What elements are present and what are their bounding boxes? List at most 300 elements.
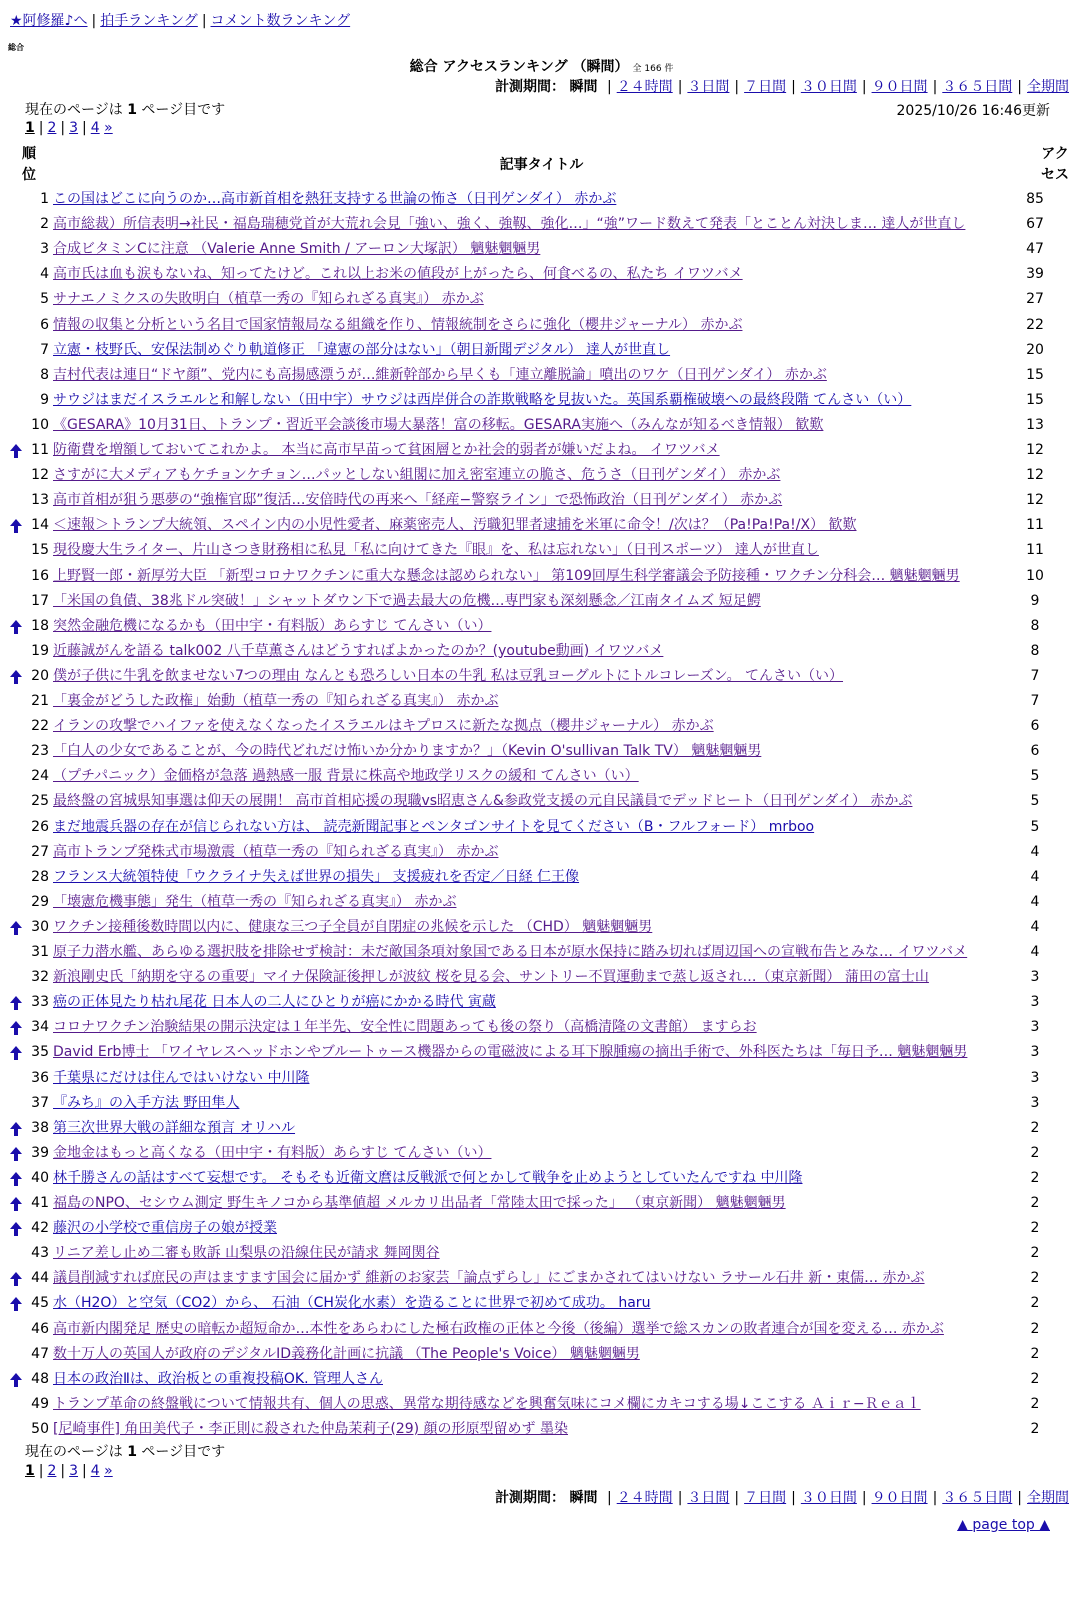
table-row <box>0 1091 1083 1116</box>
access-count: 2 <box>1030 1395 1040 1412</box>
article-title-cell <box>53 488 1018 513</box>
period-label: 計測期間： <box>495 79 566 95</box>
pager-separator: | <box>60 120 66 136</box>
article-link[interactable]: 高市新内閣発足 歴史の暗転か超短命か…本性をあらわにした極右政権の正体と今後（後編）選挙で総スカンの敗者連合が国を変える… 赤かぶ <box>53 1320 944 1337</box>
table-row <box>0 664 1083 689</box>
article-title-cell <box>53 1166 1018 1191</box>
article-title-cell <box>53 1216 1018 1241</box>
period-selector-top <box>495 76 1069 96</box>
article-title-cell <box>53 1291 1018 1316</box>
article-title-cell <box>53 589 1018 614</box>
access-count: 4 <box>1030 893 1040 910</box>
access-count: 2 <box>1030 1320 1040 1337</box>
article-link[interactable]: 高市首相が狙う悪夢の“強権官邸”復活…安倍時代の再来へ「経産−警察ライン」で恐怖政治（日刊ゲンダイ） 赤かぶ <box>53 492 783 509</box>
article-title-cell <box>53 1417 1018 1442</box>
rank-number: 11 <box>31 442 49 458</box>
table-row <box>0 463 1083 488</box>
article-link[interactable]: 福島のNPO、セシウム測定 野生キノコから基準値超 メルカリ出品者「常陸太田で採った」 （東京新聞） 魑魅魍魎男 <box>53 1195 786 1211</box>
article-title-cell <box>53 915 1018 940</box>
access-count: 15 <box>1026 366 1044 383</box>
page-info-number: 1 <box>127 102 137 118</box>
pager-top <box>25 120 113 136</box>
rank-number: 39 <box>31 1144 49 1161</box>
period-current: 瞬間 <box>569 1490 598 1506</box>
rank-number: 35 <box>31 1044 49 1061</box>
table-row <box>0 413 1083 438</box>
article-link[interactable]: 近藤誠がんを語る talk002 八千草薫さんはどうすればよかったのか？(youtube動画) イワツバメ <box>53 642 664 659</box>
article-link[interactable]: 突然金融危機になるかも（田中宇・有料版）あらすじ てんさい（い） <box>53 617 492 634</box>
article-link[interactable]: 合成ビタミンCに注意 （Valerie Anne Smith / アーロン大塚訳） 魑魅魍魎男 <box>53 241 541 258</box>
pager-link[interactable]: 2 <box>47 1463 57 1479</box>
article-title-cell <box>53 262 1018 287</box>
article-title-cell <box>53 363 1018 388</box>
access-count: 2 <box>1030 1169 1040 1186</box>
period-link[interactable]: ３日間 <box>687 1490 730 1506</box>
article-link[interactable]: 僕が子供に牛乳を飲ませない7つの理由 なんとも恐ろしい日本の牛乳 私は豆乳ヨーグルトにトルコレーズン。 てんさい（い） <box>53 667 844 684</box>
rank-up-icon <box>9 1296 23 1312</box>
article-link[interactable]: 高市トランプ発株式市場激震（植草一秀の『知られざる真実』） 赤かぶ <box>53 843 499 860</box>
access-count: 9 <box>1030 592 1040 609</box>
table-row <box>0 564 1083 589</box>
article-title-cell <box>53 764 1018 789</box>
access-count: 11 <box>1026 542 1044 559</box>
access-count: 11 <box>1026 517 1044 534</box>
pager-separator: | <box>82 120 87 136</box>
table-row <box>0 689 1083 714</box>
access-count: 3 <box>1030 1069 1040 1086</box>
article-title-cell <box>53 287 1018 312</box>
access-count: 15 <box>1026 391 1044 408</box>
article-title-cell <box>53 538 1018 563</box>
period-separator: | <box>1017 1490 1022 1506</box>
article-link[interactable]: 癌の正体見たり枯れ尾花 日本人の二人にひとりが癌にかかる時代 寅蔵 <box>53 994 496 1011</box>
period-link[interactable]: ９０日間 <box>871 79 928 95</box>
table-row <box>0 1392 1083 1417</box>
article-link[interactable]: フランス大統領特使「ウクライナ失えば世界の損失」 支援疲れを否定／日経 仁王像 <box>53 868 580 885</box>
article-link[interactable]: 数十万人の英国人が政府のデジタルID義務化計画に抗議 （The People's Voice） 魑魅魍魎男 <box>53 1345 640 1362</box>
access-count: 8 <box>1030 642 1040 659</box>
rank-number: 44 <box>31 1270 49 1287</box>
pager-separator: | <box>60 1463 66 1479</box>
table-row <box>0 1015 1083 1040</box>
article-link[interactable]: 議員削減すれば庶民の声はますます国会に届かず 維新のお家芸「論点ずらし」にごまかされてはいけない ラサール石井 新・東儒… 赤かぶ <box>53 1270 925 1287</box>
article-link[interactable]: サナエノミクスの失敗明白（植草一秀の『知られざる真実』） 赤かぶ <box>53 291 484 308</box>
table-row <box>0 338 1083 363</box>
period-separator: | <box>932 79 938 95</box>
access-count: 13 <box>1026 416 1044 433</box>
article-title-cell <box>53 1040 1018 1065</box>
rank-number: 36 <box>31 1069 49 1086</box>
pager-link[interactable]: 4 <box>90 1463 100 1479</box>
article-title-cell <box>53 1116 1018 1141</box>
table-row <box>0 714 1083 739</box>
access-count: 12 <box>1026 467 1044 484</box>
article-title-cell <box>53 438 1018 463</box>
page-title <box>0 56 1083 76</box>
rank-number: 27 <box>31 843 49 860</box>
table-row <box>0 237 1083 262</box>
article-link[interactable]: 情報の収集と分析という名目で国家情報局なる組織を作り、情報統制をさらに強化（櫻井ジャーナル） 赤かぶ <box>53 316 743 333</box>
access-count: 4 <box>1030 918 1040 935</box>
table-row <box>0 1417 1083 1442</box>
period-separator: | <box>791 1490 796 1506</box>
table-row <box>0 589 1083 614</box>
article-title-cell <box>53 664 1018 689</box>
article-link[interactable]: （プチパニック）金価格が急落 過熱感一服 背景に株高や地政学リスクの緩和 てんさい（い） <box>53 768 639 785</box>
access-count: 5 <box>1030 768 1040 785</box>
article-link[interactable]: 「裏金がどうした政権」始動（植草一秀の『知られざる真実』） 赤かぶ <box>53 693 499 709</box>
article-link[interactable]: 現役慶大生ライター、片山さつき財務相に私見「私に向けてきた『眼』を、私は忘れない」（日刊スポーツ） 達人が世直し <box>53 542 819 559</box>
article-title-cell <box>53 789 1018 814</box>
rank-up-icon <box>9 1372 23 1388</box>
comment-ranking-link[interactable]: コメント数ランキング <box>210 13 351 29</box>
table-row <box>0 764 1083 789</box>
article-link[interactable]: 吉村代表は連日“ドヤ顔”、党内にも高揚感漂うが…維新幹部から早くも「連立離脱論」噴出のワケ（日刊ゲンダイ） 赤かぶ <box>53 366 827 383</box>
table-row <box>0 915 1083 940</box>
access-count: 2 <box>1030 1195 1040 1211</box>
article-link[interactable]: 立憲・枝野氏、安保法制めぐり軌道修正 「違憲の部分はない」（朝日新聞デジタル） 達人が世直し <box>53 341 671 358</box>
access-count: 6 <box>1030 743 1040 760</box>
period-current: 瞬間 <box>569 79 598 95</box>
table-row <box>0 1317 1083 1342</box>
pager-next[interactable]: » <box>104 1463 113 1479</box>
table-row <box>0 438 1083 463</box>
article-link[interactable]: コロナワクチン治験結果の開示決定は１年半先、安全性に問題あっても後の祭り（高橋清隆の文書館） ますらお <box>53 1019 757 1036</box>
rank-number: 25 <box>31 793 49 810</box>
period-link[interactable]: ７日間 <box>744 1490 787 1506</box>
period-separator: | <box>932 1490 938 1506</box>
page-info-prefix: 現在のページは <box>25 102 123 118</box>
pager-separator: | <box>38 120 44 136</box>
rank-number: 34 <box>31 1019 49 1036</box>
table-row <box>0 313 1083 338</box>
access-count: 4 <box>1030 868 1040 885</box>
article-link[interactable]: 水（H2O）と空気（CO2）から、 石油（CH炭化水素）を造ることに世界で初めて成功。 haru <box>53 1295 651 1312</box>
period-link[interactable]: 全期間 <box>1027 1490 1069 1506</box>
article-title-cell <box>53 1392 1018 1417</box>
rank-number: 43 <box>31 1245 49 1262</box>
rank-number: 5 <box>40 291 49 308</box>
article-title-cell <box>53 865 1018 890</box>
rank-number: 1 <box>40 191 49 207</box>
period-separator: | <box>677 79 683 95</box>
header-access: アクセス <box>1041 146 1069 183</box>
header-rank: 順位 <box>22 146 36 183</box>
rank-up-icon <box>9 995 23 1011</box>
article-link[interactable]: リニア差し止め二審も敗訴 山梨県の沿線住民が請求 舞岡関谷 <box>53 1245 440 1262</box>
period-separator: | <box>606 1490 612 1506</box>
rank-number: 6 <box>40 316 49 333</box>
table-row <box>0 1266 1083 1291</box>
period-link[interactable]: ３６５日間 <box>942 79 1013 95</box>
article-link[interactable]: 『みち』の入手方法 野田隼人 <box>53 1094 240 1111</box>
article-link[interactable]: 《GESARA》10月31日、トランプ・習近平会談後市場大暴落！富の移転。GESARA実施へ（みんなが知るべき情報） 歓歎 <box>53 416 824 433</box>
period-link[interactable]: ３０日間 <box>800 79 857 95</box>
page-title-text: 総合 アクセスランキング （瞬間） <box>409 59 629 75</box>
article-title-cell <box>53 1317 1018 1342</box>
article-link[interactable]: 上野賢一郎・新厚労大臣 「新型コロナワクチンに重大な懸念は認められない」 第109回厚生科学審議会予防接種・ワクチン分科会… 魑魅魍魎男 <box>53 567 960 584</box>
table-row <box>0 488 1083 513</box>
article-title-cell <box>53 614 1018 639</box>
rank-up-icon <box>9 1121 23 1137</box>
access-count: 27 <box>1026 291 1044 308</box>
table-row <box>0 388 1083 413</box>
rank-up-icon <box>9 1271 23 1287</box>
access-count: 67 <box>1026 216 1044 233</box>
table-row <box>0 1066 1083 1091</box>
access-count: 3 <box>1030 1044 1040 1061</box>
article-link[interactable]: 防衛費を増額しておいてこれかよ。 本当に高市早苗って貧困層とか社会的弱者が嫌いだよね。 イワツバメ <box>53 442 720 458</box>
pager-current: 1 <box>25 1463 35 1479</box>
table-row <box>0 363 1083 388</box>
category-label: 総合 <box>8 43 24 52</box>
page-info-number: 1 <box>127 1444 137 1460</box>
article-link[interactable]: 日本の政治Ⅱは、政治板との重複投稿OK. 管理人さん <box>53 1370 383 1387</box>
access-count: 10 <box>1026 567 1044 584</box>
table-row <box>0 262 1083 287</box>
rank-up-icon <box>9 1171 23 1187</box>
rank-number: 49 <box>31 1395 49 1412</box>
pager-link[interactable]: 3 <box>69 120 79 136</box>
rank-number: 30 <box>31 918 49 935</box>
rank-up-icon <box>9 443 23 459</box>
access-count: 8 <box>1030 617 1040 634</box>
article-link[interactable]: この国はどこに向うのか…高市新首相を熱狂支持する世論の怖さ（日刊ゲンダイ） 赤かぶ <box>53 191 617 207</box>
total-count: 全 166 件 <box>632 64 674 74</box>
nav-separator: | <box>201 13 207 29</box>
access-count: 2 <box>1030 1144 1040 1161</box>
pager-separator: | <box>38 1463 44 1479</box>
access-count: 22 <box>1026 316 1044 333</box>
rank-number: 28 <box>31 868 49 885</box>
page-info-bottom <box>25 1441 225 1461</box>
article-title-cell <box>53 513 1018 538</box>
article-title-cell <box>53 890 1018 915</box>
article-link[interactable]: 金地金はもっと高くなる（田中宇・有料版）あらすじ てんさい（い） <box>53 1144 492 1161</box>
article-title-cell <box>53 212 1018 237</box>
pager-next[interactable]: » <box>104 120 113 136</box>
article-link[interactable]: 高市総裁）所信表明→社民・福島瑞穂党首が大荒れ会見「強い、強く、強靱、強化…」“強”ワード数えて発表「とことん対決しま… 達人が世直し <box>53 216 966 233</box>
article-title-cell <box>53 739 1018 764</box>
header-title: 記事タイトル <box>499 157 584 173</box>
access-count: 5 <box>1030 818 1040 835</box>
rank-number: 20 <box>31 667 49 684</box>
rank-number: 18 <box>31 617 49 634</box>
article-link[interactable]: [尼崎事件] 角田美代子・李正則に殺された仲島茉莉子(29) 顔の形原型留めず 墨染 <box>53 1420 569 1437</box>
page-top-link-wrap <box>957 1517 1050 1533</box>
period-link[interactable]: ２４時間 <box>616 1490 673 1506</box>
access-count: 2 <box>1030 1345 1040 1362</box>
article-title-cell <box>53 965 1018 990</box>
article-link[interactable]: David Erb博士 「ワイヤレスヘッドホンやブルートゥース機器からの電磁波による耳下腺腫瘍の摘出手術で、外科医たちは「毎日予… 魑魅魍魎男 <box>53 1044 968 1061</box>
period-link[interactable]: ２４時間 <box>616 79 673 95</box>
pager-separator: | <box>82 1463 87 1479</box>
rank-up-icon <box>9 1221 23 1237</box>
article-link[interactable]: 「米国の負債、38兆ドル突破！」シャットダウン下で過去最大の危機…専門家も深刻懸念／江南タイムズ 短足鰐 <box>53 592 761 609</box>
rank-up-icon <box>9 1146 23 1162</box>
article-link[interactable]: 「白人の少女であることが、今の時代どれだけ怖いか分かりますか？」（Kevin O'sullivan Talk TV） 魑魅魍魎男 <box>53 743 762 760</box>
rank-number: 14 <box>31 517 49 534</box>
article-title-cell <box>53 564 1018 589</box>
rank-number: 4 <box>40 266 49 283</box>
article-link[interactable]: まだ地震兵器の存在が信じられない方は、 読売新聞記事とペンタゴンサイトを見てください（B・フルフォード） mrboo <box>53 818 815 835</box>
rank-number: 16 <box>31 567 49 584</box>
page-info-prefix: 現在のページは <box>25 1444 123 1460</box>
article-title-cell <box>53 413 1018 438</box>
home-link[interactable]: ★阿修羅♪へ <box>10 13 88 29</box>
article-title-cell <box>53 1066 1018 1091</box>
rank-up-icon <box>9 1196 23 1212</box>
table-row <box>0 513 1083 538</box>
article-link[interactable]: 「壊憲危機事態」発生（植草一秀の『知られざる真実』） 赤かぶ <box>53 893 457 910</box>
rank-number: 24 <box>31 768 49 785</box>
clap-ranking-link[interactable]: 拍手ランキング <box>100 13 198 29</box>
article-title-cell <box>53 1241 1018 1266</box>
rank-number: 47 <box>31 1345 49 1362</box>
pager-bottom <box>25 1463 113 1479</box>
article-link[interactable]: イランの攻撃でハイファを使えなくなったイスラエルはキプロスに新たな拠点（櫻井ジャーナル） 赤かぶ <box>53 718 714 735</box>
period-separator: | <box>606 79 612 95</box>
access-count: 4 <box>1030 944 1040 960</box>
access-count: 85 <box>1026 191 1044 207</box>
article-title-cell <box>53 338 1018 363</box>
rank-number: 50 <box>31 1420 49 1437</box>
table-row <box>0 789 1083 814</box>
rank-number: 38 <box>31 1119 49 1136</box>
page-info-suffix: ページ目です <box>141 1444 226 1460</box>
access-count: 12 <box>1026 442 1044 458</box>
article-title-cell <box>53 1191 1018 1216</box>
access-count: 39 <box>1026 266 1044 283</box>
table-row <box>0 1241 1083 1266</box>
table-row <box>0 1116 1083 1141</box>
article-title-cell <box>53 313 1018 338</box>
article-link[interactable]: 最終盤の宮城県知事選は仰天の展開！ 高市首相応援の現職vs昭恵さん&参政党支援の元自民議員でデッドヒート（日刊ゲンダイ） 赤かぶ <box>53 793 913 810</box>
table-row <box>0 1166 1083 1191</box>
period-link[interactable]: ３日間 <box>687 79 730 95</box>
period-link[interactable]: ３６５日間 <box>942 1490 1013 1506</box>
article-title-cell <box>53 1367 1018 1392</box>
article-link[interactable]: 新浪剛史氏「納期を守るの重要」マイナ保険証後押しが波紋 桜を見る会、サントリー不買運動まで蒸し返され…（東京新聞） 蒲田の富士山 <box>53 969 929 986</box>
table-row <box>0 739 1083 764</box>
access-count: 3 <box>1030 994 1040 1011</box>
rank-up-icon <box>9 1045 23 1061</box>
pager-link[interactable]: 4 <box>90 120 100 136</box>
article-link[interactable]: 原子力潜水艦、あらゆる選択肢を排除せず検討：未だ敵国条項対象国である日本が原水保持に踏み切れば周辺国への宣戦布告とみな… イワツバメ <box>53 944 968 960</box>
top-nav <box>10 10 350 30</box>
rank-number: 40 <box>31 1169 49 1186</box>
article-link[interactable]: 高市氏は血も涙もないね、知ってたけど。これ以上お米の値段が上がったら、何食べるの、私たち イワツバメ <box>53 266 743 283</box>
access-count: 2 <box>1030 1370 1040 1387</box>
table-row <box>0 1141 1083 1166</box>
article-title-cell <box>53 714 1018 739</box>
article-title-cell <box>53 1342 1018 1367</box>
page-info <box>25 99 225 119</box>
pager-link[interactable]: 2 <box>47 120 57 136</box>
access-count: 3 <box>1030 1019 1040 1036</box>
rank-number: 21 <box>31 693 49 709</box>
table-row <box>0 1291 1083 1316</box>
rank-up-icon <box>9 1020 23 1036</box>
rank-number: 10 <box>31 416 49 433</box>
article-link[interactable]: さすがに大メディアもケチョンケチョン…パッとしない組閣に加え密室連立の脆さ、危うさ（日刊ゲンダイ） 赤かぶ <box>53 467 781 484</box>
rank-number: 42 <box>31 1220 49 1237</box>
table-row <box>0 1040 1083 1065</box>
access-count: 2 <box>1030 1220 1040 1237</box>
period-separator: | <box>677 1490 683 1506</box>
article-title-cell <box>53 940 1018 965</box>
pager-current: 1 <box>25 120 35 136</box>
rank-number: 8 <box>40 366 49 383</box>
rank-number: 2 <box>40 216 49 233</box>
table-row <box>0 614 1083 639</box>
access-count: 2 <box>1030 1420 1040 1437</box>
article-title-cell <box>53 815 1018 840</box>
table-row <box>0 1191 1083 1216</box>
article-title-cell <box>53 840 1018 865</box>
rank-number: 12 <box>31 467 49 484</box>
period-link[interactable]: ３０日間 <box>800 1490 857 1506</box>
period-link[interactable]: ７日間 <box>744 79 787 95</box>
table-row <box>0 990 1083 1015</box>
period-links <box>602 79 1069 95</box>
rank-number: 46 <box>31 1320 49 1337</box>
table-row <box>0 815 1083 840</box>
article-link[interactable]: サウジはまだイスラエルと和解しない（田中宇）サウジは西岸併合の詐欺戦略を見抜いた。英国系覇権破壊への最終段階 てんさい（い） <box>53 391 912 408</box>
access-count: 2 <box>1030 1119 1040 1136</box>
rank-number: 26 <box>31 818 49 835</box>
article-link[interactable]: ワクチン接種後数時間以内に、健康な三つ子全員が自閉症の兆候を示した （CHD） 魑魅魍魎男 <box>53 918 653 935</box>
table-row <box>0 890 1083 915</box>
article-link[interactable]: 林千勝さんの話はすべて妄想です。 そもそも近衛文麿は反戦派で何とかして戦争を止めようとしていたんですね 中川隆 <box>53 1169 803 1186</box>
access-count: 2 <box>1030 1270 1040 1287</box>
article-title-cell <box>53 1141 1018 1166</box>
access-count: 20 <box>1026 341 1044 358</box>
rank-up-icon <box>9 518 23 534</box>
rank-number: 23 <box>31 743 49 760</box>
page-top-link[interactable]: ▲ page top ▲ <box>957 1517 1050 1533</box>
article-title-cell <box>53 1015 1018 1040</box>
access-count: 6 <box>1030 718 1040 735</box>
article-title-cell <box>53 1091 1018 1116</box>
article-link[interactable]: 藤沢の小学校で重信房子の娘が授業 <box>53 1220 277 1237</box>
rank-number: 13 <box>31 492 49 509</box>
rank-number: 22 <box>31 718 49 735</box>
access-count: 7 <box>1030 693 1040 709</box>
access-count: 3 <box>1030 969 1040 986</box>
period-link[interactable]: 全期間 <box>1027 79 1069 95</box>
rank-number: 3 <box>40 241 49 258</box>
article-title-cell <box>53 237 1018 262</box>
article-link[interactable]: トランプ革命の終盤戦について情報共有、個人の思惑、異常な期待感などを興奮気味にコメ欄にカキコする場↓ここする Ａｉｒ−Ｒｅａｌ <box>53 1395 921 1412</box>
rank-number: 7 <box>40 341 49 358</box>
period-selector-bottom <box>495 1487 1069 1507</box>
table-row <box>0 287 1083 312</box>
rank-up-icon <box>9 920 23 936</box>
article-link[interactable]: ＜速報＞トランプ大統領、スペイン内の小児性愛者、麻薬密売人、汚職犯罪者逮捕を米軍に命令！/次は？（Pa!Pa!Pa!/X） 歓歎 <box>53 517 857 534</box>
article-link[interactable]: 第三次世界大戦の詳細な預言 オリハル <box>53 1119 296 1136</box>
table-row <box>0 1342 1083 1367</box>
article-title-cell <box>53 388 1018 413</box>
article-link[interactable]: 千葉県にだけは住んではいけない 中川隆 <box>53 1069 310 1086</box>
access-count: 12 <box>1026 492 1044 509</box>
pager-link[interactable]: 3 <box>69 1463 79 1479</box>
period-link[interactable]: ９０日間 <box>871 1490 928 1506</box>
page-info-suffix: ページ目です <box>141 102 226 118</box>
period-separator: | <box>1017 79 1022 95</box>
rank-number: 15 <box>31 542 49 559</box>
rank-number: 32 <box>31 969 49 986</box>
